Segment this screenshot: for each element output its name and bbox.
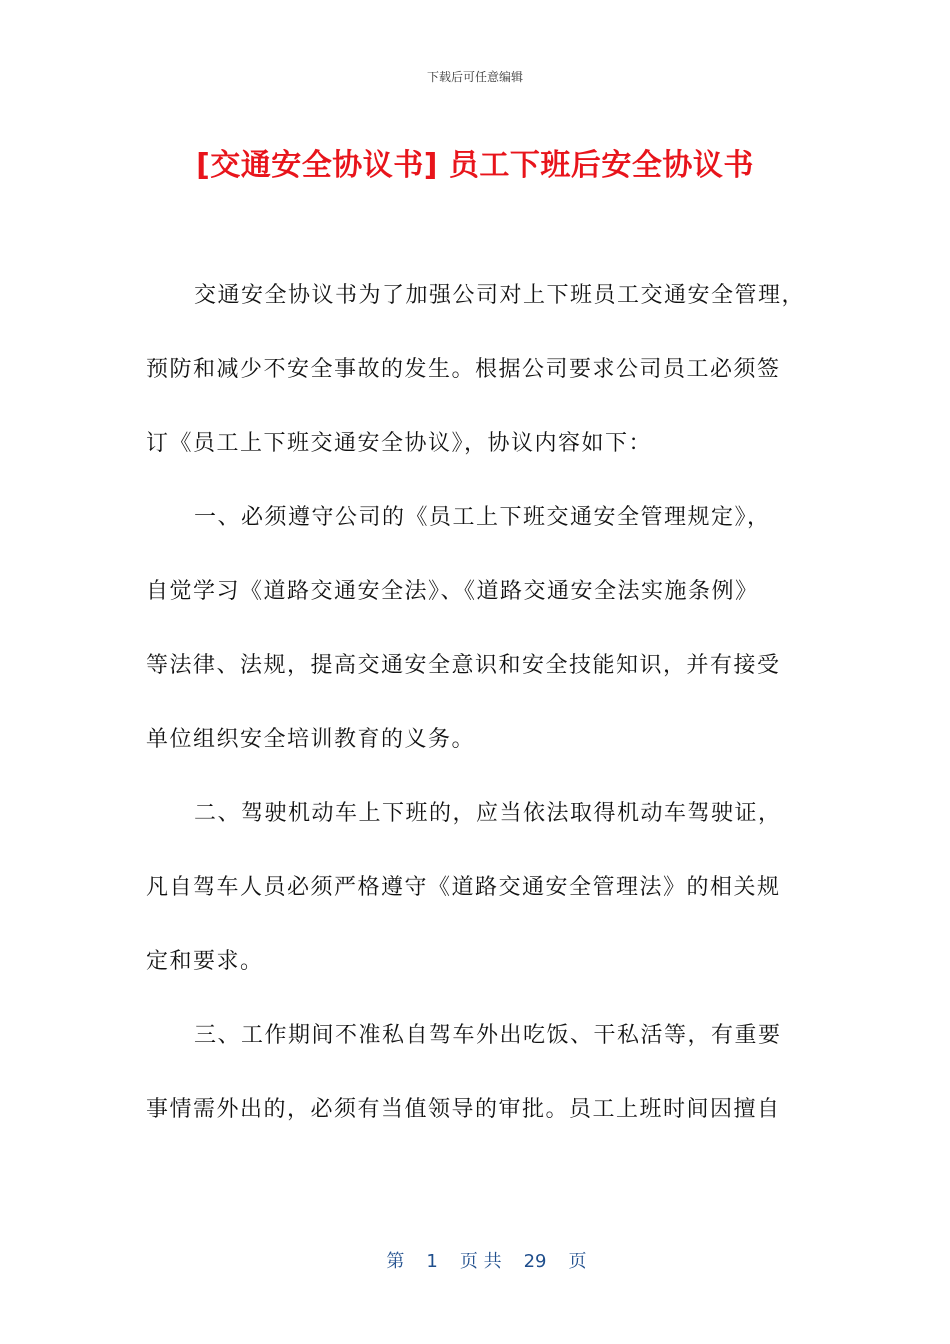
paragraph-line: 定和要求。 [146,949,264,974]
current-page-number: 1 [426,1251,438,1272]
footer-suffix: 页 [568,1251,587,1272]
paragraph-line: 一、必须遵守公司的《员工上下班交通安全管理规定》， [194,505,771,530]
footer-prefix: 第 [386,1251,405,1272]
paragraph-line: 等法律、法规，提高交通安全意识和安全技能知识，并有接受 [146,653,781,678]
paragraph-line: 单位组织安全培训教育的义务。 [146,727,476,752]
paragraph-line: 事情需外出的，必须有当值领导的审批。员工上班时间因擅自 [146,1097,781,1122]
header-note: 下载后可任意编辑 [426,70,523,84]
paragraph-line: 订《员工上下班交通安全协议》，协议内容如下： [146,431,653,456]
footer-middle: 页 共 [459,1251,502,1272]
paragraph-line: 凡自驾车人员必须严格遵守《道路交通安全管理法》的相关规 [146,875,781,900]
paragraph-line: 交通安全协议书为了加强公司对上下班员工交通安全管理， [194,283,806,308]
document-body [146,272,806,1160]
document-title: [交通安全协议书] 员工下班后安全协议书 [196,148,754,183]
paragraph-line: 预防和减少不安全事故的发生。根据公司要求公司员工必须签 [146,357,781,382]
page-footer [0,1226,950,1294]
paragraph-line: 自觉学习《道路交通安全法》、《道路交通安全法实施条例》 [146,579,759,604]
paragraph-line: 三、工作期间不准私自驾车外出吃饭、干私活等，有重要 [194,1023,782,1048]
total-pages-number: 29 [523,1251,547,1272]
paragraph-line: 二、驾驶机动车上下班的，应当依法取得机动车驾驶证， [194,801,782,826]
